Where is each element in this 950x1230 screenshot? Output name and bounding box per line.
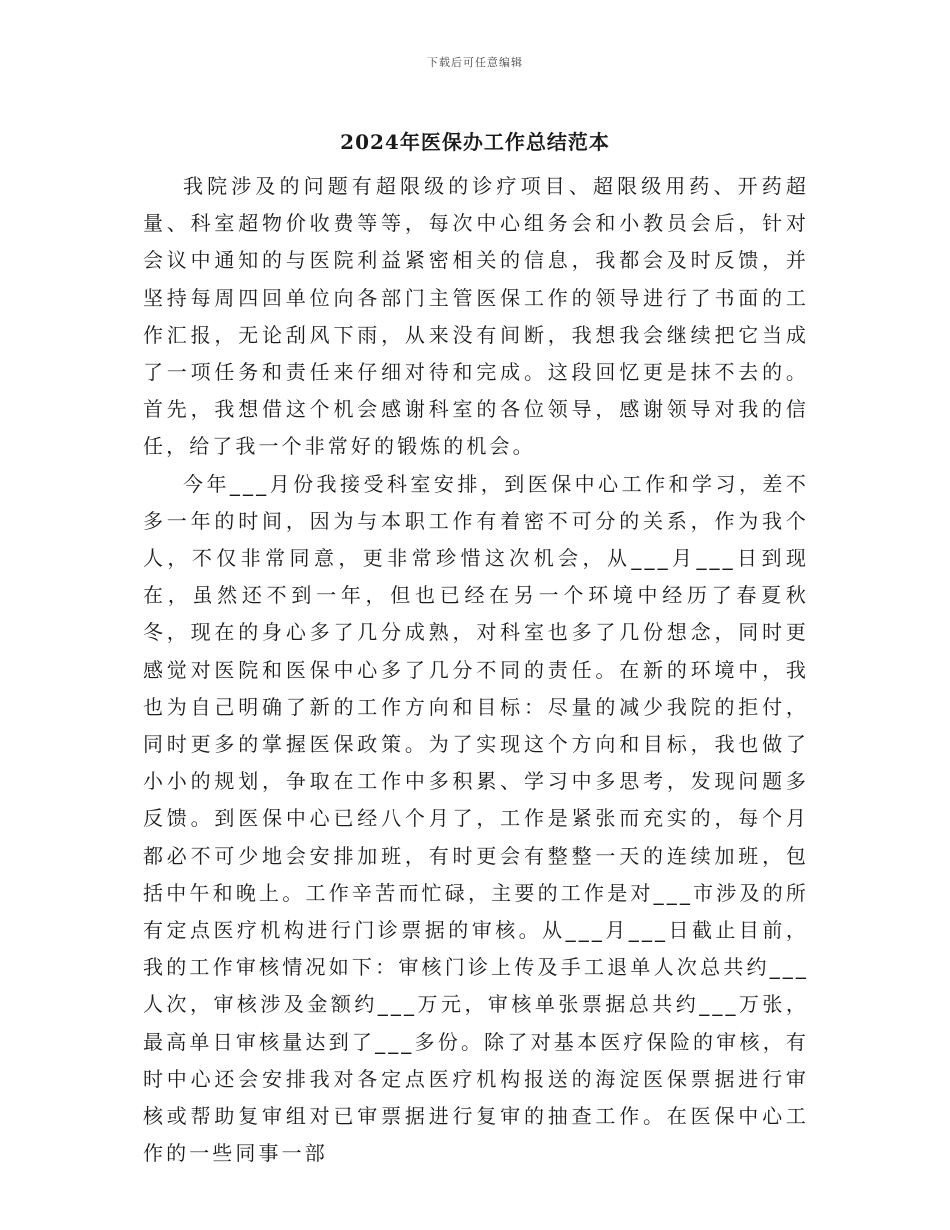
header-note: 下载后可任意编辑	[427, 56, 523, 69]
paragraph-2: 今年___月份我接受科室安排，到医保中心工作和学习，差不多一年的时间，因为与本职工作有着密不可分的关系，作为我个人，不仅非常同意，更非常珍惜这次机会，从___月___日到现在，虽然还不到一年，但也已经在另一个环境中经历了春夏秋冬，现在的身心多了几分成熟，对科室也多了几份想念，同时更感觉对医院和医保中心多了几分不同的责任。在新的环境中，我也为自己明确了新的工作方向和目标：尽量的减少我院的拒付，同时更多的掌握医保政策。为了实现这个方向和目标，我也做了小小的规划，争取在工作中多积累、学习中多思考，发现问题多反馈。到医保中心已经八个月了，工作是紧张而充实的，每个月都必不可少地会安排加班，有时更会有整整一天的连续加班，包括中午和晚上。工作辛苦而忙碌，主要的工作是对___市涉及的所有定点医疗机构进行门诊票据的审核。从___月___日截止目前，我的工作审核情况如下：审核门诊上传及手工退单人次总共约___人次，审核涉及金额约___万元，审核单张票据总共约___万张，最高单日审核量达到了___多份。除了对基本医疗保险的审核，有时中心还会安排我对各定点医疗机构报送的海淀医保票据进行审核或帮助复审组对已审票据进行复审的抽查工作。在医保中心工作的一些同事一部	[143, 471, 809, 1166]
document-body	[143, 168, 809, 1172]
document-title: 2024年医保办工作总结范本	[340, 130, 610, 154]
paragraph-1: 我院涉及的问题有超限级的诊疗项目、超限级用药、开药超量、科室超物价收费等等，每次中心组务会和小教员会后，针对会议中通知的与医院利益紧密相关的信息，我都会及时反馈，并坚持每周四回单位向各部门主管医保工作的领导进行了书面的工作汇报，无论刮风下雨，从来没有间断，我想我会继续把它当成了一项任务和责任来仔细对待和完成。这段回忆更是抹不去的。首先，我想借这个机会感谢科室的各位领导，感谢领导对我的信任，给了我一个非常好的锻炼的机会。	[143, 174, 809, 459]
